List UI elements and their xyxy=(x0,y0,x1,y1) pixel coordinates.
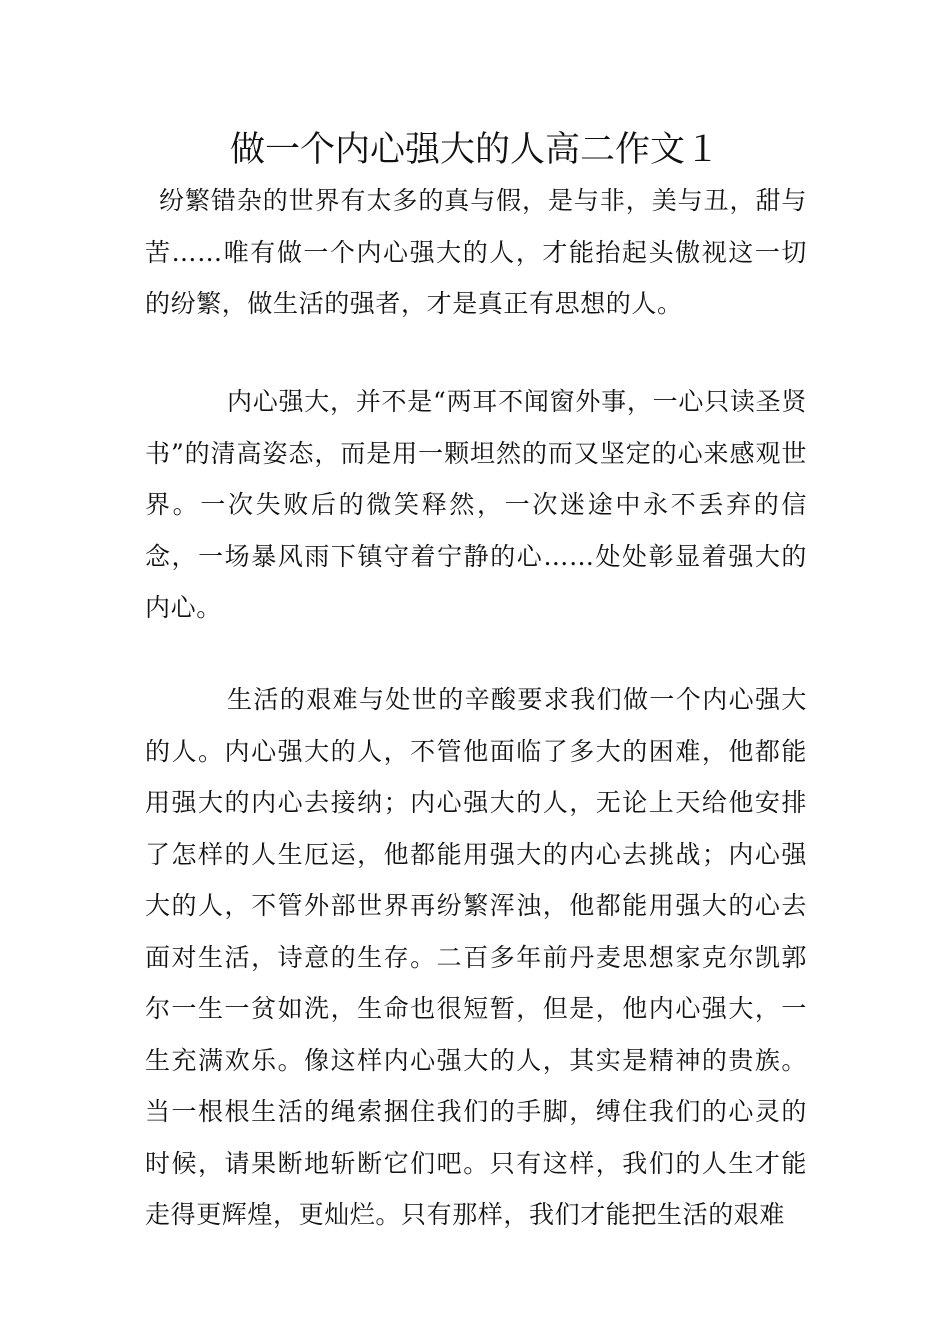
document-title: 做一个内心强大的人高二作文１ xyxy=(229,130,720,170)
paragraph-1: 纷繁错杂的世界有太多的真与假，是与非，美与丑，甜与苦……唯有做一个内心强大的人，才能抬起头傲视这一切的纷繁，做生活的强者，才是真正有思想的人。 xyxy=(145,186,807,318)
paragraph-3: 生活的艰难与处世的辛酸要求我们做一个内心强大的人。内心强大的人，不管他面临了多大的困难，他都能用强大的内心去接纳；内心强大的人，无论上天给他安排了怎样的人生厄运，他都能用强大的内心去挑战；内心强大的人，不管外部世界再纷繁浑浊，他都能用强大的心去面对生活，诗意的生存。二百多年前丹麦思想家克尔凯郭尔一生一贫如洗，生命也很短暂，但是，他内心强大，一生充满欢乐。像这样内心强大的人，其实是精神的贵族。当一根根生活的绳索捆住我们的手脚，缚住我们的心灵的时候，请果断地斩断它们吧。只有这样，我们的人生才能走得更辉煌，更灿烂。只有那样，我们才能把生活的艰难 xyxy=(145,685,807,1229)
paragraph-2: 内心强大，并不是“两耳不闻窗外事，一心只读圣贤书”的清高姿态，而是用一颗坦然的而又坚定的心来感观世界。一次失败后的微笑释然，一次迷途中永不丢弃的信念，一场暴风雨下镇守着宁静的心……处处彰显着强大的内心。 xyxy=(145,387,807,622)
